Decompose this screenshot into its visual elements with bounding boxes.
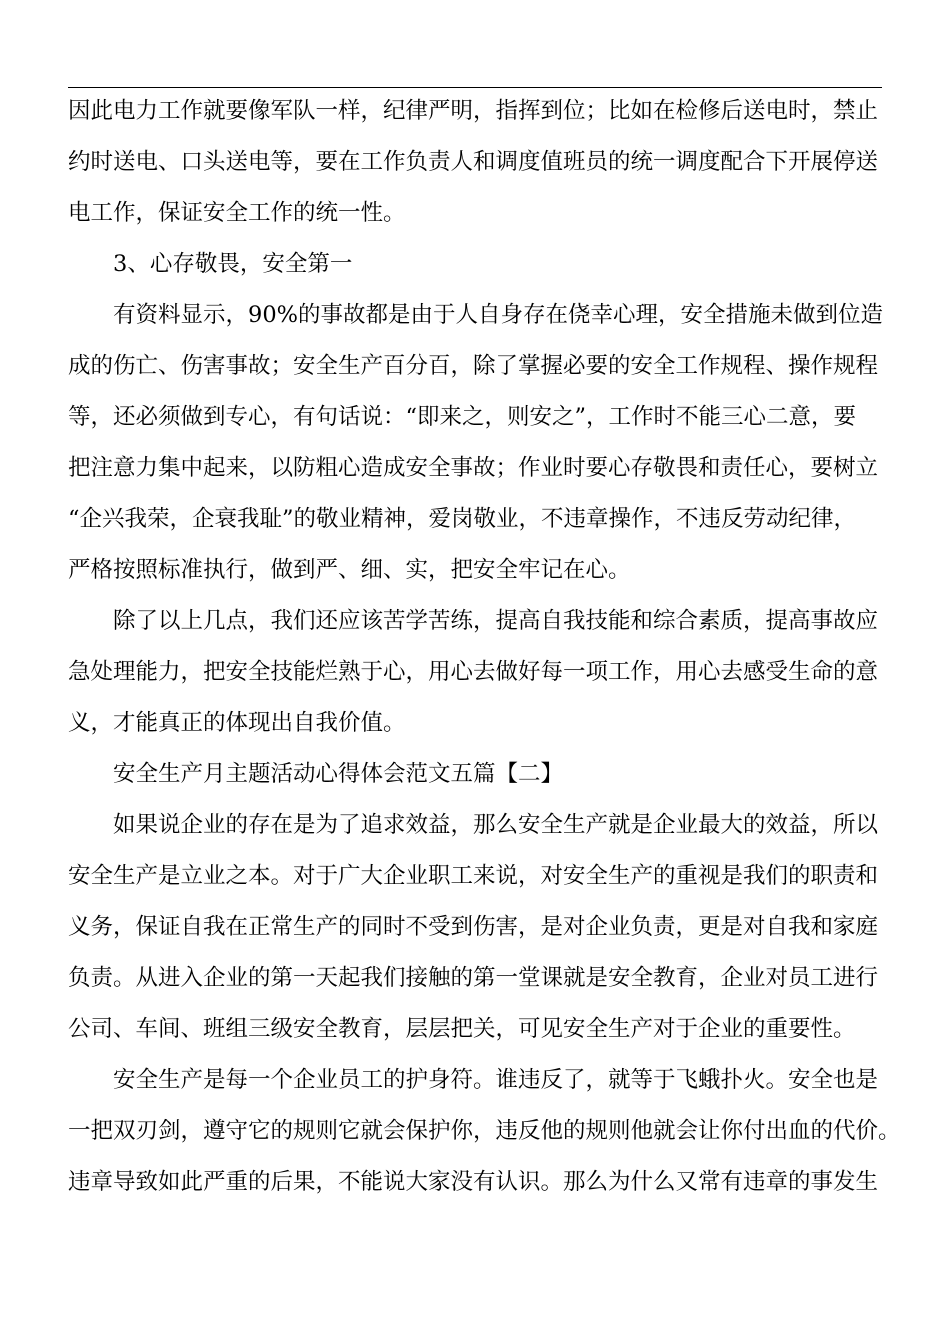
text-line: 把注意力集中起来，以防粗心造成安全事故；作业时要心存敬畏和责任心，要树立 bbox=[68, 455, 879, 481]
text-line: 急处理能力，把安全技能烂熟于心，用心去做好每一项工作，用心去感受生命的意 bbox=[68, 659, 879, 685]
section-title bbox=[68, 749, 888, 800]
text-line: 义务，保证自我在正常生产的同时不受到伤害，是对企业负责，更是对自我和家庭 bbox=[68, 914, 879, 940]
text-line: 义，才能真正的体现出自我价值。 bbox=[68, 710, 406, 736]
text-line: “企兴我荣，企衰我耻”的敬业精神，爱岗敬业，不违章操作，不违反劳动纪律， bbox=[68, 506, 857, 532]
text-line: 违章导致如此严重的后果，不能说大家没有认识。那么为什么又常有违章的事发生 bbox=[68, 1169, 879, 1195]
document-body bbox=[68, 86, 901, 1208]
text-line: 等，还必须做到专心，有句话说：“即来之，则安之”，工作时不能三心二意，要 bbox=[68, 404, 857, 430]
paragraph bbox=[68, 800, 888, 1055]
text-line: 负责。从进入企业的第一天起我们接触的第一堂课就是安全教育，企业对员工进行 bbox=[68, 965, 879, 991]
subheading bbox=[68, 239, 888, 290]
paragraph bbox=[68, 1055, 901, 1208]
paragraph bbox=[68, 596, 888, 749]
paragraph-continuation bbox=[68, 86, 888, 239]
text-line: 电工作，保证安全工作的统一性。 bbox=[68, 200, 406, 226]
subheading-text: 3、心存敬畏，安全第一 bbox=[113, 251, 353, 277]
text-line: 约时送电、口头送电等，要在工作负责人和调度值班员的统一调度配合下开展停送 bbox=[68, 149, 879, 175]
text-line: 一把双刃剑，遵守它的规则它就会保护你，违反他的规则他就会让你付出血的代价。 bbox=[68, 1118, 901, 1144]
section-title-text: 安全生产月主题活动心得体会范文五篇【二】 bbox=[113, 761, 564, 787]
text-line: 因此电力工作就要像军队一样，纪律严明，指挥到位；比如在检修后送电时，禁止 bbox=[68, 98, 879, 124]
text-line: 严格按照标准执行，做到严、细、实，把安全牢记在心。 bbox=[68, 557, 631, 583]
text-line: 有资料显示，90%的事故都是由于人自身存在侥幸心理，安全措施未做到位造 bbox=[113, 302, 884, 328]
paragraph bbox=[68, 290, 888, 596]
text-line: 公司、车间、班组三级安全教育，层层把关，可见安全生产对于企业的重要性。 bbox=[68, 1016, 856, 1042]
text-line: 除了以上几点，我们还应该苦学苦练，提高自我技能和综合素质，提高事故应 bbox=[113, 608, 879, 634]
text-line: 如果说企业的存在是为了追求效益，那么安全生产就是企业最大的效益，所以 bbox=[113, 812, 879, 838]
text-line: 安全生产是每一个企业员工的护身符。谁违反了，就等于飞蛾扑火。安全也是 bbox=[113, 1067, 879, 1093]
text-line: 成的伤亡、伤害事故；安全生产百分百，除了掌握必要的安全工作规程、操作规程 bbox=[68, 353, 879, 379]
text-line: 安全生产是立业之本。对于广大企业职工来说，对安全生产的重视是我们的职责和 bbox=[68, 863, 879, 889]
